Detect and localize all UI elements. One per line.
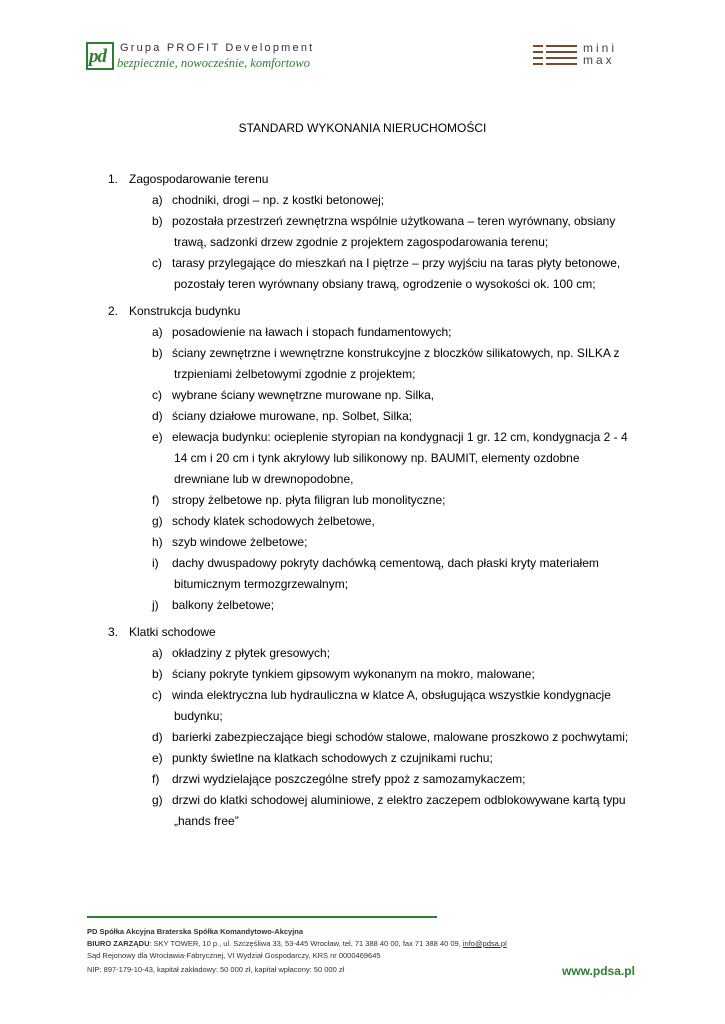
- footer-email-link[interactable]: info@pdsa.pl: [462, 939, 507, 948]
- list-item-letter: f): [152, 772, 160, 786]
- list-item-letter: f): [152, 493, 160, 507]
- list-item-text: schody klatek schodowych żelbetowe,: [172, 514, 375, 528]
- list-item-letter: g): [152, 793, 163, 807]
- list-item-text: posadowienie na ławach i stopach fundamentowych;: [172, 325, 452, 339]
- logo-tagline: bezpiecznie, nowocześnie, komfortowo: [117, 56, 311, 70]
- list-item-text: barierki zabezpieczające biegi schodów stalowe, malowane proszkowo z pochwytami;: [172, 730, 629, 744]
- section-title: Zagospodarowanie terenu: [129, 172, 269, 186]
- list-item-text: tarasy przylegające do mieszkań na I piętrze – przy wyjściu na taras płyty betonowe,: [172, 256, 621, 270]
- list-item-letter: a): [152, 646, 163, 660]
- list-item-text: drzwi do klatki schodowej aluminiowe, z elektro zaczepem odblokowywane kartą typu: [172, 793, 626, 807]
- list-item-letter: b): [152, 346, 163, 360]
- list-item-letter: g): [152, 514, 163, 528]
- list-item-letter: h): [152, 535, 163, 549]
- section-title: Konstrukcja budynku: [129, 304, 241, 318]
- list-item-text: okładziny z płytek gresowych;: [172, 646, 331, 660]
- list-item-text: ściany pokryte tynkiem gipsowym wykonanym na mokro, malowane;: [172, 667, 535, 681]
- list-item-letter: a): [152, 325, 163, 339]
- list-item-text: stropy żelbetowe np. płyta filigran lub monolityczne;: [172, 493, 446, 507]
- minimax-wordmark: [583, 42, 617, 66]
- list-item-text: wybrane ściany wewnętrzne murowane np. Silka,: [172, 388, 435, 402]
- list-item-text: punkty świetlne na klatkach schodowych z czujnikami ruchu;: [172, 751, 493, 765]
- list-item-letter: e): [152, 430, 163, 444]
- footer-nip: NIP: 897-179-10-43, kapitał zakładowy: 50 000 zł, kapitał wpłacony: 50 000 zł: [87, 965, 345, 974]
- list-item-text: pozostała przestrzeń zewnętrzna wspólnie użytkowana – teren wyrównany, obsiany: [172, 214, 616, 228]
- list-item-text: dachy dwuspadowy pokryty dachówką cementową, dach płaski kryty materiałem: [172, 556, 599, 570]
- list-item-text: bitumicznym termozgrzewalnym;: [174, 577, 349, 591]
- list-item-letter: c): [152, 256, 162, 270]
- footer-office-label: BIURO ZARZĄDU: [87, 939, 150, 948]
- list-item-letter: b): [152, 667, 163, 681]
- list-item-letter: d): [152, 730, 163, 744]
- page-footer: [87, 926, 507, 976]
- list-item-letter: d): [152, 409, 163, 423]
- list-item-letter: b): [152, 214, 163, 228]
- list-item-text: „hands free”: [174, 814, 239, 828]
- list-item-letter: c): [152, 388, 162, 402]
- list-item-text: elewacja budynku: ocieplenie styropian na kondygnacji 1 gr. 12 cm, kondygnacja 2 - 4: [172, 430, 628, 444]
- list-item-text: pozostały teren wyrównany obsiany trawą, ogrodzenie o wysokości ok. 100 cm;: [174, 277, 596, 291]
- list-item-letter: j): [152, 598, 159, 612]
- section-title: Klatki schodowe: [129, 625, 216, 639]
- list-item-text: chodniki, drogi – np. z kostki betonowej;: [172, 193, 385, 207]
- list-item-text: 14 cm i 20 cm i tynk akrylowy lub silikonowy np. BAUMIT, elementy ozdobne: [174, 451, 580, 465]
- footer-divider: [87, 916, 437, 918]
- section-number: 1.: [108, 172, 119, 186]
- list-item-text: ściany działowe murowane, np. Solbet, Silka;: [172, 409, 413, 423]
- page-header: [0, 0, 725, 80]
- logo-company-name: Grupa PROFIT Development: [120, 42, 315, 54]
- section-number: 2.: [108, 304, 119, 318]
- section-number: 3.: [108, 625, 119, 639]
- list-item-letter: a): [152, 193, 163, 207]
- list-item-text: drewniane lub w drewnopodobne,: [174, 472, 354, 486]
- minimax-line2: max: [583, 53, 615, 67]
- list-item-letter: i): [152, 556, 159, 570]
- list-item-text: drzwi wydzielające poszczególne strefy ppoż z samozamykaczem;: [172, 772, 526, 786]
- pd-logo-mark: [86, 42, 114, 70]
- list-item-text: budynku;: [174, 709, 223, 723]
- minimax-bars-icon: [533, 44, 577, 70]
- footer-website-link[interactable]: www.pdsa.pl: [562, 964, 635, 978]
- pd-logo-letters: pd: [89, 46, 106, 67]
- footer-company: PD Spółka Akcyjna Braterska Spółka Komandytowo-Akcyjna: [87, 927, 304, 936]
- minimax-line1: mini: [583, 41, 618, 55]
- list-item-text: ściany zewnętrzne i wewnętrzne konstrukcyjne z bloczków silikatowych, np. SILKA z: [172, 346, 620, 360]
- list-item-text: balkony żelbetowe;: [172, 598, 275, 612]
- list-item-letter: e): [152, 751, 163, 765]
- footer-court: Sąd Rejonowy dla Wrocławia-Fabrycznej, VI Wydział Gospodarczy, KRS nr 0000469645: [87, 951, 381, 960]
- list-item-text: trawą, sadzonki drzew zgodnie z projektem zagospodarowania terenu;: [174, 235, 549, 249]
- list-item-text: winda elektryczna lub hydrauliczna w klatce A, obsługująca wszystkie kondygnacje: [172, 688, 611, 702]
- document-title: STANDARD WYKONANIA NIERUCHOMOŚCI: [238, 121, 487, 135]
- pd-logo: [86, 42, 326, 74]
- list-item-letter: c): [152, 688, 162, 702]
- list-item-text: trzpieniami żelbetowymi zgodnie z projektem;: [174, 367, 416, 381]
- footer-office-text: : SKY TOWER, 10 p., ul. Szczęśliwa 33, 53-445 Wrocław, tel. 71 388 40 00, fax 71 388 40 09,: [149, 939, 463, 948]
- list-item-text: szyb windowe żelbetowe;: [172, 535, 308, 549]
- minimax-logo: [533, 41, 633, 72]
